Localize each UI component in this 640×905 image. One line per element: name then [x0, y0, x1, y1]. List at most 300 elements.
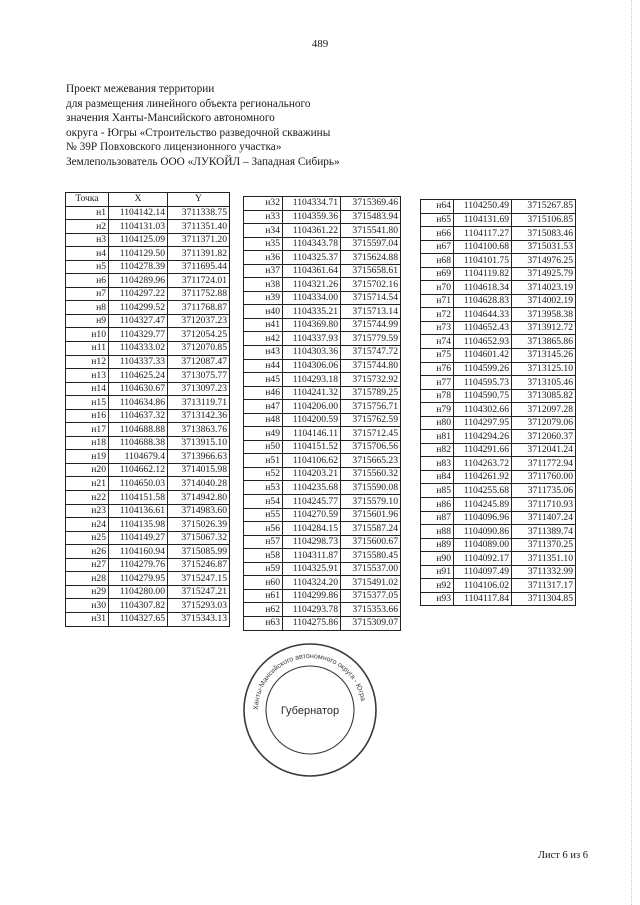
point-cell: н21: [66, 477, 109, 491]
y-cell: 3715026.39: [168, 518, 230, 532]
x-cell: 1104151.58: [109, 491, 168, 505]
table-row: [244, 535, 401, 549]
x-cell: 1104245.77: [283, 495, 341, 509]
y-cell: 3714015.98: [168, 463, 230, 477]
table-row: [66, 599, 230, 613]
y-cell: 3715744.80: [341, 359, 401, 373]
table-row: [66, 301, 230, 315]
table-row: [244, 386, 401, 400]
point-cell: н24: [66, 518, 109, 532]
table-row: [66, 314, 230, 328]
table-row: [66, 220, 230, 234]
point-cell: н87: [421, 511, 454, 525]
table-row: [421, 525, 576, 539]
table-row: [244, 210, 401, 224]
y-cell: 3714002.19: [512, 294, 576, 308]
x-cell: 1104329.77: [109, 328, 168, 342]
point-cell: н89: [421, 538, 454, 552]
x-cell: 1104261.92: [454, 470, 512, 484]
table-row: [244, 481, 401, 495]
table-row: [66, 585, 230, 599]
page-edge: [630, 0, 632, 905]
table-row: [66, 382, 230, 396]
point-cell: н82: [421, 443, 454, 457]
point-cell: н16: [66, 409, 109, 423]
table-row: [421, 416, 576, 430]
table-row: [421, 552, 576, 566]
y-cell: 3713915.10: [168, 436, 230, 450]
point-cell: н62: [244, 603, 283, 617]
x-cell: 1104089.00: [454, 538, 512, 552]
point-cell: н66: [421, 227, 454, 241]
table-row: [66, 463, 230, 477]
x-cell: 1104245.89: [454, 498, 512, 512]
y-cell: 3715560.32: [341, 467, 401, 481]
x-cell: 1104679.4: [109, 450, 168, 464]
point-cell: н13: [66, 369, 109, 383]
x-cell: 1104255.68: [454, 484, 512, 498]
point-cell: н65: [421, 213, 454, 227]
table-row: [66, 274, 230, 288]
y-cell: 3714023.19: [512, 281, 576, 295]
point-cell: н57: [244, 535, 283, 549]
y-cell: 3711695.44: [168, 260, 230, 274]
table-row: [66, 531, 230, 545]
table-row: [421, 240, 576, 254]
table-row: [244, 549, 401, 563]
y-cell: 3715747.72: [341, 346, 401, 360]
y-cell: 3713142.36: [168, 409, 230, 423]
y-cell: 3715085.99: [168, 545, 230, 559]
point-cell: н28: [66, 572, 109, 586]
y-cell: 3711407.24: [512, 511, 576, 525]
x-cell: 1104337.33: [109, 355, 168, 369]
table-row: [66, 504, 230, 518]
point-cell: н22: [66, 491, 109, 505]
y-cell: 3715762.59: [341, 413, 401, 427]
x-cell: 1104618.34: [454, 281, 512, 295]
table-row: [66, 355, 230, 369]
x-cell: 1104293.18: [283, 373, 341, 387]
point-cell: н77: [421, 376, 454, 390]
point-cell: н20: [66, 463, 109, 477]
point-cell: н60: [244, 576, 283, 590]
point-cell: н41: [244, 318, 283, 332]
x-cell: 1104644.33: [454, 308, 512, 322]
y-cell: 3713958.38: [512, 308, 576, 322]
point-cell: н32: [244, 197, 283, 211]
x-cell: 1104119.82: [454, 267, 512, 281]
x-cell: 1104601.42: [454, 349, 512, 363]
x-cell: 1104289.96: [109, 274, 168, 288]
table-row: [244, 454, 401, 468]
x-cell: 1104097.49: [454, 565, 512, 579]
table-row: [244, 373, 401, 387]
x-cell: 1104235.68: [283, 481, 341, 495]
coordinates-table-3: [420, 199, 576, 606]
point-cell: н25: [66, 531, 109, 545]
x-cell: 1104200.59: [283, 413, 341, 427]
table-row: [421, 484, 576, 498]
table-row: [244, 305, 401, 319]
point-cell: н52: [244, 467, 283, 481]
table-row: [244, 427, 401, 441]
x-cell: 1104303.36: [283, 346, 341, 360]
point-cell: н30: [66, 599, 109, 613]
y-cell: 3711317.17: [512, 579, 576, 593]
y-cell: 3712037.23: [168, 314, 230, 328]
x-cell: 1104297.95: [454, 416, 512, 430]
table-row: [244, 318, 401, 332]
coordinates-table-2: [243, 196, 401, 631]
x-cell: 1104625.24: [109, 369, 168, 383]
point-cell: н6: [66, 274, 109, 288]
x-cell: 1104129.50: [109, 247, 168, 261]
y-cell: 3715579.10: [341, 495, 401, 509]
point-cell: н56: [244, 522, 283, 536]
point-cell: н33: [244, 210, 283, 224]
table-row: [66, 518, 230, 532]
x-cell: 1104369.80: [283, 318, 341, 332]
point-cell: н67: [421, 240, 454, 254]
point-cell: н84: [421, 470, 454, 484]
y-cell: 3715293.03: [168, 599, 230, 613]
y-cell: 3712070.85: [168, 342, 230, 356]
x-cell: 1104652.93: [454, 335, 512, 349]
point-cell: н27: [66, 558, 109, 572]
table-row: [421, 403, 576, 417]
y-cell: 3711371.20: [168, 233, 230, 247]
x-cell: 1104650.03: [109, 477, 168, 491]
y-cell: 3715106.85: [512, 213, 576, 227]
table-row: [244, 359, 401, 373]
point-cell: н8: [66, 301, 109, 315]
x-cell: 1104151.52: [283, 440, 341, 454]
y-cell: 3715744.99: [341, 318, 401, 332]
table-row: [244, 278, 401, 292]
x-cell: 1104630.67: [109, 382, 168, 396]
point-cell: н40: [244, 305, 283, 319]
y-cell: 3713145.26: [512, 349, 576, 363]
x-cell: 1104299.86: [283, 589, 341, 603]
table-row: [244, 197, 401, 211]
y-cell: 3715083.46: [512, 227, 576, 241]
point-cell: н93: [421, 592, 454, 606]
y-cell: 3715541.80: [341, 224, 401, 238]
table-row: [66, 423, 230, 437]
x-cell: 1104327.65: [109, 612, 168, 626]
x-cell: 1104096.96: [454, 511, 512, 525]
table-row: [421, 376, 576, 390]
table-row: [66, 572, 230, 586]
y-cell: 3715483.94: [341, 210, 401, 224]
table-row: [66, 491, 230, 505]
table-row: [421, 281, 576, 295]
point-cell: н18: [66, 436, 109, 450]
point-cell: н78: [421, 389, 454, 403]
point-cell: н42: [244, 332, 283, 346]
x-cell: 1104321.26: [283, 278, 341, 292]
table-row: [244, 467, 401, 481]
y-cell: 3715706.56: [341, 440, 401, 454]
table-row: [66, 477, 230, 491]
x-cell: 1104334.71: [283, 197, 341, 211]
table-row: [421, 227, 576, 241]
table-row: [244, 603, 401, 617]
point-cell: н7: [66, 287, 109, 301]
y-cell: 3712054.25: [168, 328, 230, 342]
point-cell: н26: [66, 545, 109, 559]
table-row: [421, 498, 576, 512]
table-row: [244, 589, 401, 603]
y-cell: 3713085.82: [512, 389, 576, 403]
x-cell: 1104361.64: [283, 264, 341, 278]
point-cell: н39: [244, 291, 283, 305]
table-row: [421, 213, 576, 227]
x-cell: 1104327.47: [109, 314, 168, 328]
point-cell: н46: [244, 386, 283, 400]
x-cell: 1104311.87: [283, 549, 341, 563]
y-cell: 3714983.60: [168, 504, 230, 518]
y-cell: 3713105.46: [512, 376, 576, 390]
table-row: [244, 346, 401, 360]
x-cell: 1104595.73: [454, 376, 512, 390]
y-cell: 3715601.96: [341, 508, 401, 522]
point-cell: н49: [244, 427, 283, 441]
y-cell: 3711304.85: [512, 592, 576, 606]
table-row: [421, 308, 576, 322]
x-cell: 1104131.69: [454, 213, 512, 227]
point-cell: н92: [421, 579, 454, 593]
y-cell: 3714976.25: [512, 254, 576, 268]
table-row: [66, 558, 230, 572]
table-row: [421, 565, 576, 579]
table-row: [244, 522, 401, 536]
x-cell: 1104324.20: [283, 576, 341, 590]
x-cell: 1104090.86: [454, 525, 512, 539]
y-cell: 3715343.13: [168, 612, 230, 626]
y-cell: 3715779.59: [341, 332, 401, 346]
x-cell: 1104142.14: [109, 206, 168, 220]
table-row: [66, 247, 230, 261]
point-cell: н88: [421, 525, 454, 539]
point-cell: н79: [421, 403, 454, 417]
point-cell: н34: [244, 224, 283, 238]
x-cell: 1104279.95: [109, 572, 168, 586]
coordinates-table-2-body: [244, 197, 401, 631]
point-cell: н31: [66, 612, 109, 626]
x-cell: 1104359.36: [283, 210, 341, 224]
x-cell: 1104241.32: [283, 386, 341, 400]
y-cell: 3715665.23: [341, 454, 401, 468]
y-cell: 3711332.99: [512, 565, 576, 579]
table-row: [66, 369, 230, 383]
y-cell: 3715756.71: [341, 400, 401, 414]
header-point: Точка: [66, 193, 109, 207]
table-row: [244, 224, 401, 238]
y-cell: 3715590.08: [341, 481, 401, 495]
y-cell: 3712097.28: [512, 403, 576, 417]
x-cell: 1104279.76: [109, 558, 168, 572]
y-cell: 3714942.80: [168, 491, 230, 505]
y-cell: 3713097.23: [168, 382, 230, 396]
table-row: [244, 251, 401, 265]
x-cell: 1104335.21: [283, 305, 341, 319]
seal-center-text: Губернатор: [280, 705, 340, 717]
coordinates-table-1: [65, 192, 230, 627]
title-line: округа - Югры «Строительство разведочной скважины: [66, 126, 331, 139]
point-cell: н44: [244, 359, 283, 373]
y-cell: 3711710.93: [512, 498, 576, 512]
point-cell: н45: [244, 373, 283, 387]
point-cell: н59: [244, 562, 283, 576]
point-cell: н64: [421, 200, 454, 214]
y-cell: 3712087.47: [168, 355, 230, 369]
point-cell: н70: [421, 281, 454, 295]
y-cell: 3711370.25: [512, 538, 576, 552]
table-row: [421, 321, 576, 335]
y-cell: 3712079.06: [512, 416, 576, 430]
y-cell: 3711768.87: [168, 301, 230, 315]
table-row: [244, 440, 401, 454]
point-cell: н11: [66, 342, 109, 356]
y-cell: 3711752.88: [168, 287, 230, 301]
x-cell: 1104160.94: [109, 545, 168, 559]
point-cell: н80: [421, 416, 454, 430]
page-number: 489: [311, 38, 329, 50]
x-cell: 1104100.68: [454, 240, 512, 254]
table-row: [421, 470, 576, 484]
point-cell: н48: [244, 413, 283, 427]
point-cell: н36: [244, 251, 283, 265]
point-cell: н23: [66, 504, 109, 518]
point-cell: н71: [421, 294, 454, 308]
y-cell: 3715247.21: [168, 585, 230, 599]
x-cell: 1104302.66: [454, 403, 512, 417]
point-cell: н74: [421, 335, 454, 349]
x-cell: 1104325.37: [283, 251, 341, 265]
x-cell: 1104117.27: [454, 227, 512, 241]
x-cell: 1104297.22: [109, 287, 168, 301]
point-cell: н54: [244, 495, 283, 509]
x-cell: 1104092.17: [454, 552, 512, 566]
y-cell: 3714925.79: [512, 267, 576, 281]
x-cell: 1104361.22: [283, 224, 341, 238]
x-cell: 1104131.03: [109, 220, 168, 234]
point-cell: н72: [421, 308, 454, 322]
point-cell: н90: [421, 552, 454, 566]
x-cell: 1104250.49: [454, 200, 512, 214]
y-cell: 3715267.85: [512, 200, 576, 214]
x-cell: 1104270.59: [283, 508, 341, 522]
x-cell: 1104306.06: [283, 359, 341, 373]
table-row: [66, 545, 230, 559]
table-row: [421, 254, 576, 268]
table-row: [66, 612, 230, 626]
title-line: для размещения линейного объекта регионального: [66, 97, 311, 110]
table-row: [421, 538, 576, 552]
y-cell: 3715580.45: [341, 549, 401, 563]
x-cell: 1104662.12: [109, 463, 168, 477]
table-row: [66, 436, 230, 450]
point-cell: н1: [66, 206, 109, 220]
table-row: [421, 294, 576, 308]
table-row: [421, 457, 576, 471]
y-cell: 3715713.14: [341, 305, 401, 319]
x-cell: 1104293.78: [283, 603, 341, 617]
title-line: № 39Р Повховского лицензионного участка»: [66, 141, 282, 154]
title-line: Землепользователь ООО «ЛУКОЙЛ – Западная Сибирь»: [66, 155, 340, 168]
x-cell: 1104117.84: [454, 592, 512, 606]
y-cell: 3715031.53: [512, 240, 576, 254]
point-cell: н63: [244, 616, 283, 630]
point-cell: н37: [244, 264, 283, 278]
y-cell: 3713912.72: [512, 321, 576, 335]
point-cell: н81: [421, 430, 454, 444]
point-cell: н10: [66, 328, 109, 342]
y-cell: 3713075.77: [168, 369, 230, 383]
x-cell: 1104101.75: [454, 254, 512, 268]
y-cell: 3711760.00: [512, 470, 576, 484]
x-cell: 1104334.00: [283, 291, 341, 305]
x-cell: 1104298.73: [283, 535, 341, 549]
y-cell: 3715789.25: [341, 386, 401, 400]
header-y: Y: [168, 193, 230, 207]
x-cell: 1104146.11: [283, 427, 341, 441]
title-line: Проект межевания территории: [66, 83, 215, 95]
point-cell: н75: [421, 349, 454, 363]
y-cell: 3715702.16: [341, 278, 401, 292]
coordinates-table-3-body: [421, 200, 576, 606]
x-cell: 1104343.78: [283, 237, 341, 251]
point-cell: н73: [421, 321, 454, 335]
y-cell: 3714040.28: [168, 477, 230, 491]
y-cell: 3711391.82: [168, 247, 230, 261]
x-cell: 1104652.43: [454, 321, 512, 335]
x-cell: 1104337.93: [283, 332, 341, 346]
point-cell: н4: [66, 247, 109, 261]
table-row: [421, 389, 576, 403]
x-cell: 1104307.82: [109, 599, 168, 613]
point-cell: н5: [66, 260, 109, 274]
table-row: [421, 349, 576, 363]
table-header-row: [66, 193, 230, 207]
point-cell: н55: [244, 508, 283, 522]
x-cell: 1104637.32: [109, 409, 168, 423]
point-cell: н83: [421, 457, 454, 471]
y-cell: 3711772.94: [512, 457, 576, 471]
x-cell: 1104149.27: [109, 531, 168, 545]
table-row: [421, 335, 576, 349]
y-cell: 3713125.10: [512, 362, 576, 376]
table-row: [421, 430, 576, 444]
y-cell: 3711351.40: [168, 220, 230, 234]
governor-seal: [240, 640, 380, 780]
table-row: [244, 332, 401, 346]
point-cell: н69: [421, 267, 454, 281]
point-cell: н29: [66, 585, 109, 599]
document-title: [66, 82, 396, 170]
y-cell: 3715491.02: [341, 576, 401, 590]
y-cell: 3715246.87: [168, 558, 230, 572]
y-cell: 3715714.54: [341, 291, 401, 305]
x-cell: 1104284.15: [283, 522, 341, 536]
table-row: [66, 287, 230, 301]
seal-ring-text: Ханты-Мансийского автономного округа - Югра: [252, 652, 367, 711]
y-cell: 3712060.37: [512, 430, 576, 444]
x-cell: 1104278.39: [109, 260, 168, 274]
x-cell: 1104106.62: [283, 454, 341, 468]
